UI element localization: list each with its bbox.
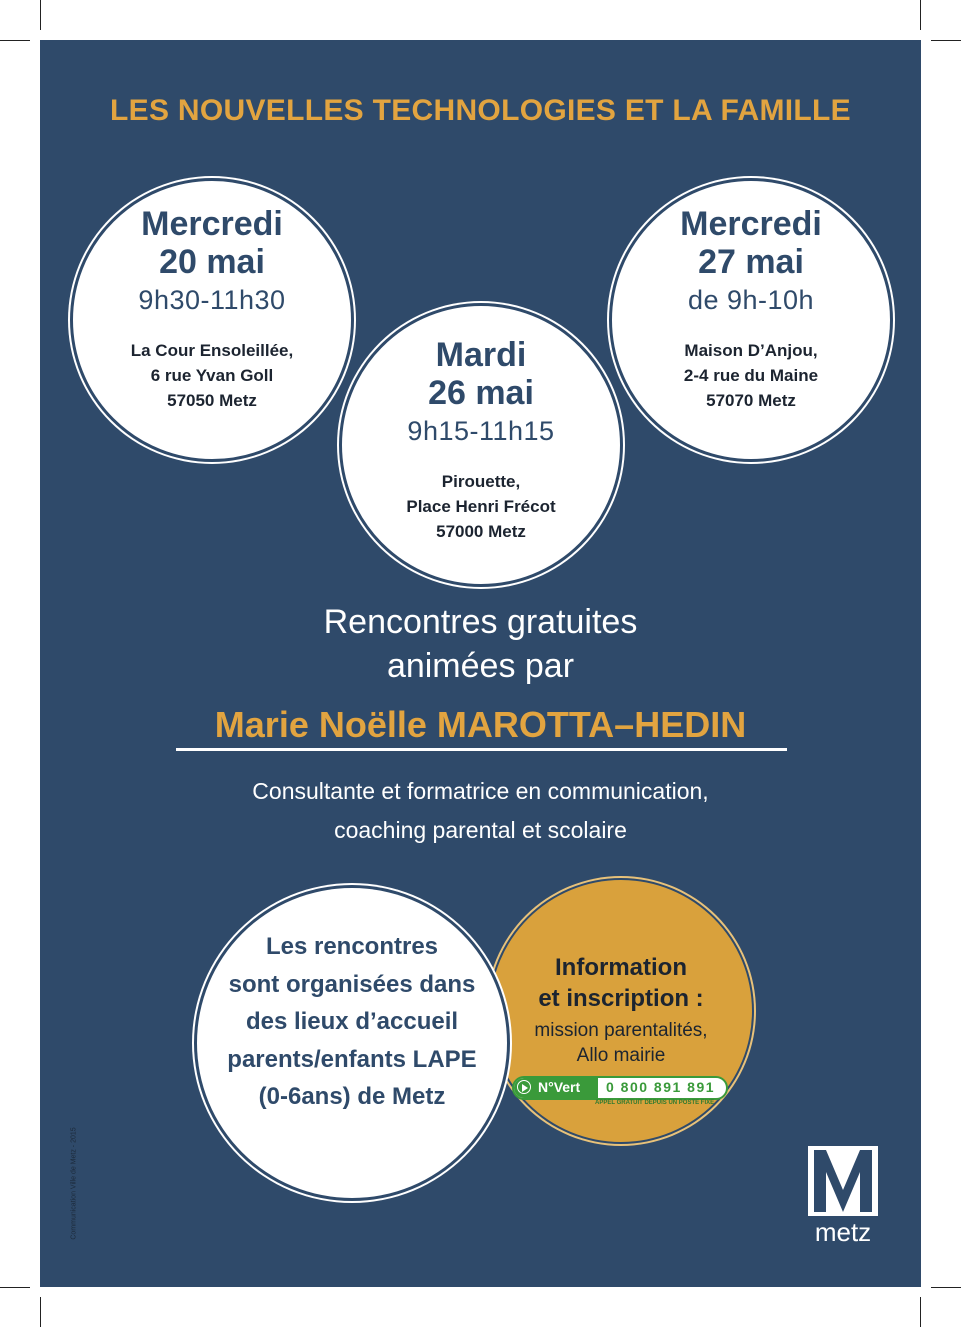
phone-note: APPEL GRATUIT DEPUIS UN POSTE FIXE bbox=[595, 1100, 715, 1106]
event-day: Mercredi bbox=[680, 205, 822, 243]
event-time: 9h15-11h15 bbox=[407, 416, 555, 446]
event-date: 27 mai bbox=[698, 243, 804, 281]
event-date: 20 mai bbox=[159, 243, 265, 281]
crop-mark bbox=[0, 40, 30, 41]
organisation-text: Les rencontres sont organisées dans des lieux d’accueil parents/enfants LAPE (0-6ans) de Metz bbox=[227, 933, 477, 1110]
poster-title: LES NOUVELLES TECHNOLOGIES ET LA FAMILLE bbox=[110, 94, 851, 127]
event-circle-3 bbox=[612, 181, 890, 459]
speaker-underline bbox=[176, 748, 787, 751]
event-day: Mardi bbox=[435, 336, 527, 374]
crop-mark bbox=[40, 1297, 41, 1327]
phone-label: N°Vert bbox=[514, 1078, 598, 1098]
event-address: La Cour Ensoleillée, 6 rue Yvan Goll 57050 Metz bbox=[130, 341, 294, 410]
event-day: Mercredi bbox=[141, 205, 283, 243]
crop-mark bbox=[931, 40, 961, 41]
event-circle-1 bbox=[73, 181, 351, 459]
speaker-role: Consultante et formatrice en communication, coaching parental et scolaire bbox=[252, 778, 709, 843]
metz-m-icon bbox=[808, 1146, 878, 1216]
credit-text: Communication Ville de Metz - 2015 bbox=[70, 1127, 78, 1240]
organisation-circle bbox=[197, 888, 507, 1198]
crop-mark bbox=[0, 1287, 30, 1288]
metz-logo bbox=[808, 1146, 878, 1247]
logo-text: metz bbox=[814, 1217, 872, 1247]
speaker-name: Marie Noëlle MAROTTA–HEDIN bbox=[214, 704, 747, 745]
event-address: Maison D’Anjou, 2-4 rue du Maine 57070 Metz bbox=[683, 341, 819, 410]
phone-number: 0 800 891 891 bbox=[606, 1079, 716, 1095]
info-lines: mission parentalités, Allo mairie bbox=[534, 1020, 708, 1066]
info-heading: Information et inscription : bbox=[538, 954, 704, 1012]
crop-mark bbox=[931, 1287, 961, 1288]
event-address: Pirouette, Place Henri Frécot 57000 Metz bbox=[406, 472, 556, 541]
play-icon-triangle bbox=[522, 1084, 528, 1092]
event-time: de 9h-10h bbox=[687, 285, 815, 315]
crop-mark bbox=[920, 1297, 921, 1327]
phone-badge[interactable] bbox=[512, 1076, 728, 1100]
event-date: 26 mai bbox=[428, 374, 534, 412]
crop-mark bbox=[920, 0, 921, 30]
intro-text: Rencontres gratuites animées par bbox=[323, 603, 638, 685]
event-time: 9h30-11h30 bbox=[138, 285, 286, 315]
event-circle-2 bbox=[342, 306, 620, 584]
crop-mark bbox=[40, 0, 41, 30]
